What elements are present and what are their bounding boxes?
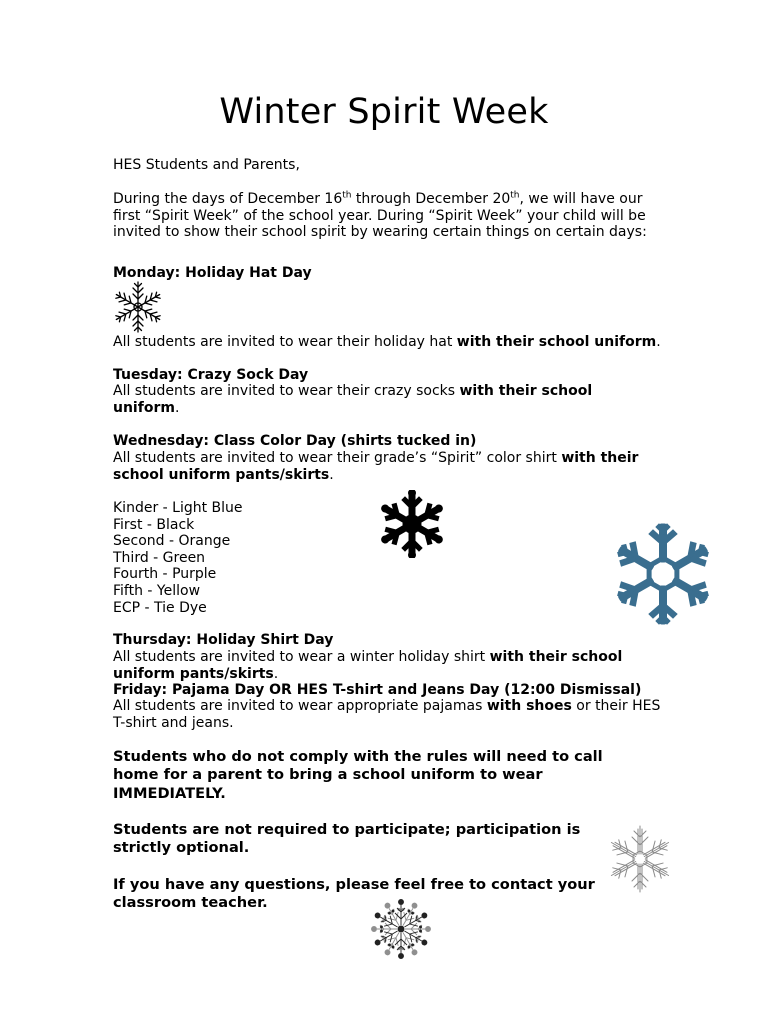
snowflake-gray-outline-icon — [602, 824, 678, 894]
questions-notice: If you have any questions, please feel free to contact your classroom teacher. — [113, 876, 595, 912]
grade-color-item: Third - Green — [113, 549, 206, 566]
tuesday-heading: Tuesday: Crazy Sock Day — [113, 367, 309, 383]
grade-color-item: Fourth - Purple — [113, 566, 217, 583]
snowflake-blue-icon — [612, 521, 714, 627]
monday-heading: Monday: Holiday Hat Day — [113, 265, 312, 281]
greeting: HES Students and Parents, — [113, 157, 300, 173]
intro-part3: , we will have our first “Spirit Week” of the school year. During “Spirit Week” your child will be invited to show their school spirit by wearing certain things on certain days: — [113, 191, 647, 241]
wednesday-heading: Wednesday: Class Color Day (shirts tucked in) — [113, 433, 477, 449]
page-title: Winter Spirit Week — [219, 92, 549, 132]
intro-sup2: th — [510, 190, 520, 201]
snowflake-ornate-icon — [368, 896, 434, 962]
thursday-heading: Thursday: Holiday Shirt Day — [113, 632, 334, 648]
snowflake-black-icon — [376, 490, 448, 558]
grade-color-item: Second - Orange — [113, 533, 231, 550]
thursday-text: All students are invited to wear a winter holiday shirt with their school uniform pants/skirts. — [113, 649, 623, 682]
intro-part2: through December 20 — [351, 191, 511, 207]
friday-text: All students are invited to wear appropriate pajamas with shoes or their HES T-shirt and jeans. — [113, 698, 661, 731]
grade-color-item: Fifth - Yellow — [113, 582, 201, 599]
intro-part1: During the days of December 16 — [113, 191, 343, 207]
comply-notice: Students who do not comply with the rules will need to call home for a parent to bring a school uniform to wear IMMEDIATELY. — [113, 748, 603, 802]
tuesday-text: All students are invited to wear their crazy socks with their school uniform. — [113, 383, 593, 416]
intro-paragraph — [113, 191, 661, 241]
intro-sup1: th — [342, 190, 352, 201]
grade-color-item: First - Black — [113, 516, 195, 533]
grade-color-item: ECP - Tie Dye — [113, 599, 207, 616]
monday-text: All students are invited to wear their holiday hat with their school uniform. — [113, 334, 661, 350]
grade-color-item: Kinder - Light Blue — [113, 500, 243, 516]
optional-notice: Students are not required to participate; participation is strictly optional. — [113, 821, 581, 857]
wednesday-text: All students are invited to wear their grade’s “Spirit” color shirt with their school uniform pants/skirts. — [113, 450, 639, 483]
friday-heading: Friday: Pajama Day OR HES T-shirt and Jeans Day (12:00 Dismissal) — [113, 682, 642, 698]
snowflake-outline-icon — [111, 280, 165, 334]
grade-color-list — [113, 500, 313, 616]
